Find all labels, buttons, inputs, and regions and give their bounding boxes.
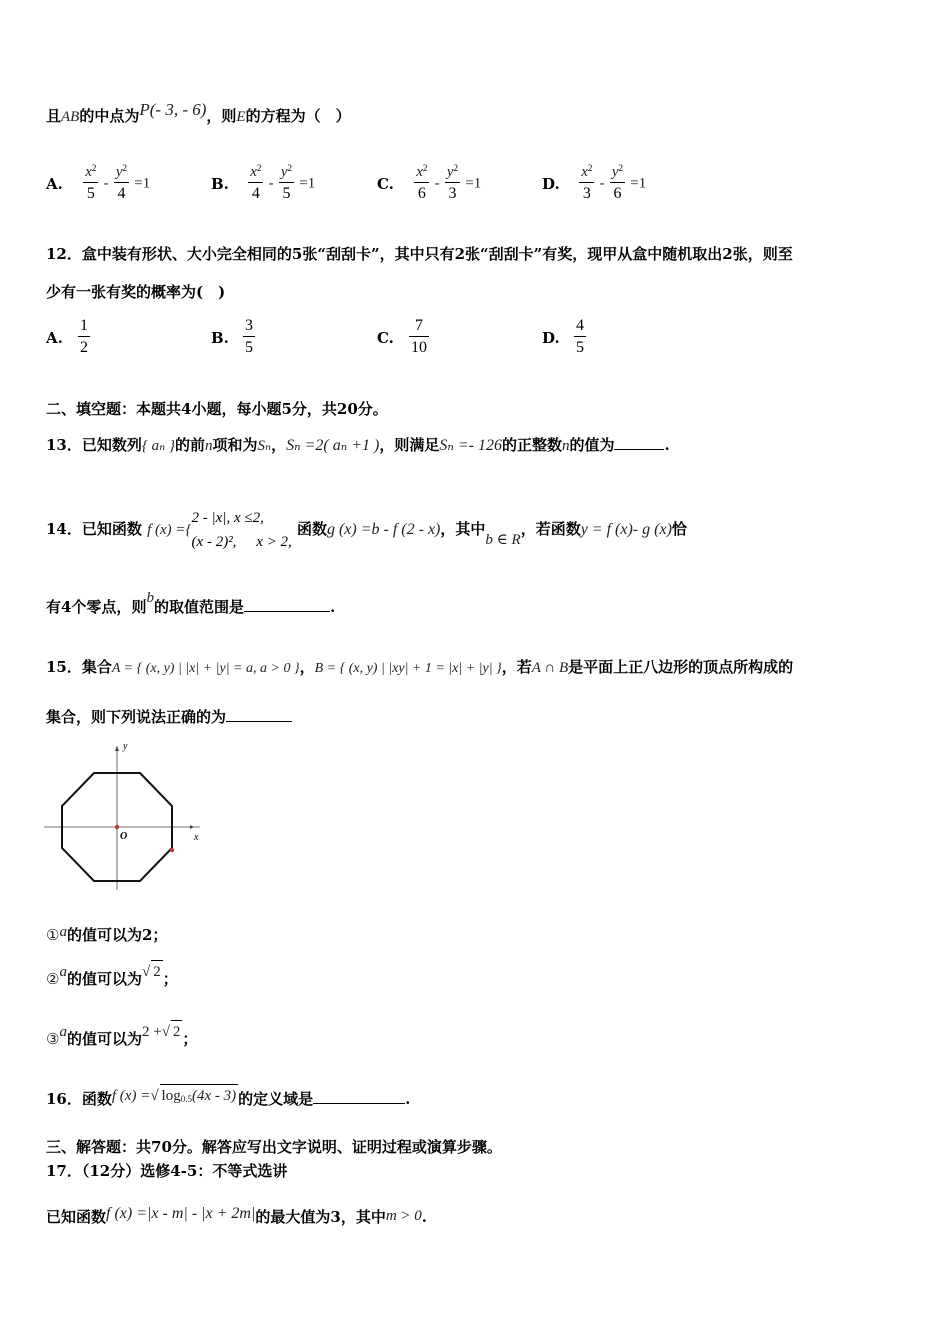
q16-stem: 16．函数f (x) =√ $\log_{0.5}(4x - 3)$ 的定义域是 .	[46, 1088, 910, 1111]
y-denominator: 5	[282, 185, 291, 202]
q13-text: 的前	[174, 436, 205, 454]
q15-statement-3[interactable]: ③a的值可以为2 +√ 2 ；	[46, 1028, 910, 1051]
option-label: D.	[542, 328, 560, 347]
sqrt-value: 2	[171, 1020, 183, 1043]
q11-text: 的方程为（ ）	[245, 107, 351, 125]
q14-stem-line2	[46, 590, 910, 619]
denominator: 10	[411, 339, 427, 356]
q15-set-a: A = { (x, y) | |x| + |y| = a, a > 0 }	[111, 661, 300, 676]
q14-text: ，其中	[440, 520, 486, 538]
statement-text: ；	[182, 1030, 198, 1048]
answer-blank[interactable]	[226, 707, 292, 722]
q12-option-d[interactable]	[542, 316, 586, 359]
q14-function-f: f (x) ={	[147, 522, 192, 538]
q13-relation: Sₙ =2( aₙ +1 )	[286, 437, 380, 454]
x-denominator: 4	[251, 185, 260, 202]
q14-stem-line1	[46, 506, 910, 554]
option-label: C.	[377, 174, 394, 193]
section-heading-fill-in: 二、填空题：本题共4小题，每小题5分，共20分。	[46, 400, 388, 418]
q15-intersection: A ∩ B	[531, 660, 569, 676]
origin-label: O	[120, 831, 128, 842]
numerator: 3	[243, 316, 255, 337]
var-y: y	[115, 164, 123, 180]
answer-blank[interactable]	[244, 597, 330, 612]
q17-condition: m > 0	[385, 1208, 422, 1224]
q15-text: 集合，则下列说法正确的为	[46, 708, 227, 726]
sqrt-value: 2	[151, 960, 163, 983]
statement-text: 的值可以为	[66, 1030, 142, 1048]
q15-stem-line2	[46, 706, 910, 728]
x-denominator: 6	[417, 185, 426, 202]
minus: -	[434, 175, 440, 192]
q11-option-d[interactable]: D. $\frac{x^2}{3}$ - $\frac{y^2}{6}$ =1	[542, 162, 646, 205]
q13-n: n	[204, 438, 213, 454]
q14-case2-condition: x > 2,	[256, 534, 292, 550]
q16-text: .	[405, 1090, 411, 1108]
q13-condition: Sₙ =- 126	[439, 437, 502, 454]
statement-text: 的值可以为	[66, 970, 142, 988]
q14-case2: (x - 2)²,	[191, 534, 241, 550]
q14-text: .	[329, 598, 336, 616]
q14-text: 恰	[671, 520, 687, 538]
q11-tail	[46, 100, 910, 128]
q15-text: ，	[299, 658, 315, 676]
statement-text: ；	[162, 970, 178, 988]
y-denominator: 6	[613, 185, 622, 202]
q16-text: 的定义域是	[238, 1090, 314, 1108]
equals-one: =1	[299, 175, 316, 192]
q13-n: n	[561, 438, 570, 454]
section-heading-solutions: 三、解答题：共70分。解答应写出文字说明、证明过程或演算步骤。	[46, 1138, 502, 1156]
q12-option-a[interactable]	[46, 316, 90, 359]
q15-text: ，若	[501, 658, 532, 676]
q15-text: 是平面上正八边形的顶点所构成的	[568, 658, 794, 676]
var-x: x	[250, 164, 257, 180]
q11-option-a[interactable]: A. $\frac{x^2}{5}$ - $\frac{y^2}{4}$ =1	[46, 162, 150, 205]
q13-stem	[46, 434, 910, 457]
var-a: a	[59, 964, 67, 980]
q13-text: 的值为	[569, 436, 615, 454]
origin-point	[115, 825, 119, 829]
q15-text: 15．集合	[46, 658, 112, 676]
q16-function: f (x) =	[111, 1088, 151, 1104]
q13-sn: Sₙ	[257, 438, 272, 454]
q14-text: 有4个零点，则	[46, 598, 147, 616]
x-denominator: 5	[86, 185, 95, 202]
q14-b: b	[146, 590, 154, 606]
x-axis-label: x	[194, 832, 199, 843]
q14-piecewise	[192, 506, 292, 554]
option-label: A.	[46, 328, 63, 347]
q12-stem-line2: 少有一张有奖的概率为( )	[46, 283, 226, 301]
q13-text: 项和为	[212, 436, 258, 454]
q16-text: 16．函数	[46, 1090, 112, 1108]
option-label: B.	[211, 328, 229, 347]
q16-log-argument: (4x - 3)	[191, 1088, 237, 1104]
numerator: 1	[78, 316, 90, 337]
numerator: 4	[574, 316, 586, 337]
statement-text: 的值可以为2；	[66, 926, 168, 944]
statement-value: 2 +	[141, 1024, 162, 1040]
q15-stem-line1	[46, 656, 910, 680]
q15-statement-1[interactable]	[46, 924, 910, 947]
y-axis-arrow	[115, 746, 119, 751]
option-label: A.	[46, 174, 63, 193]
var-y: y	[611, 164, 619, 180]
q14-text: ，若函数	[520, 520, 581, 538]
q16-log: log	[161, 1088, 181, 1104]
vertex-point	[170, 848, 174, 852]
answer-blank[interactable]	[313, 1089, 405, 1104]
numerator: 7	[409, 316, 429, 337]
denominator: 5	[245, 339, 253, 356]
q11-option-b[interactable]: B. $\frac{x^2}{4}$ - $\frac{y^2}{5}$ =1	[211, 162, 315, 205]
var-y: y	[446, 164, 454, 180]
q11-text: ，则	[206, 107, 237, 125]
q14-b-in-r: b ∈ R	[485, 532, 521, 548]
q12-option-b[interactable]	[211, 316, 255, 359]
minus: -	[103, 175, 109, 192]
q13-sequence: { aₙ }	[141, 438, 175, 454]
q17-title: 17．（12分）选修4-5：不等式选讲	[46, 1162, 288, 1180]
q13-text: 13．已知数列	[46, 436, 142, 454]
var-y: y	[280, 164, 288, 180]
y-axis-label: y	[123, 741, 128, 752]
q11-point-p: P(- 3, - 6)	[139, 100, 207, 119]
q15-set-b: B = { (x, y) | |xy| + 1 = |x| + |y| }	[314, 661, 502, 676]
option-label: C.	[377, 328, 394, 347]
q16-log-base: 0.5	[180, 1094, 192, 1104]
q11-option-c[interactable]: C. $\frac{x^2}{6}$ - $\frac{y^2}{3}$ =1	[377, 162, 481, 205]
q14-case1: 2 - |x|, x ≤2,	[191, 510, 264, 526]
denominator: 5	[576, 339, 584, 356]
q17-stem	[46, 1206, 910, 1229]
minus: -	[268, 175, 274, 192]
q11-e: E	[236, 109, 246, 125]
q14-text: 14．已知函数	[46, 520, 142, 538]
q15-statement-2[interactable]: ②a的值可以为√ 2 ；	[46, 968, 910, 991]
q11-text: 且	[46, 107, 62, 125]
q17-text: 已知函数	[46, 1208, 107, 1226]
q17-function: f (x) =|x - m| - |x + 2m|	[106, 1205, 256, 1222]
statement-mark: ①	[46, 928, 60, 944]
q11-ab: AB	[61, 109, 80, 125]
q11-text: 的中点为	[79, 107, 140, 125]
q13-text: ，则满足	[379, 436, 440, 454]
y-denominator: 3	[448, 185, 457, 202]
var-a: a	[59, 1024, 67, 1040]
q14-function-y: y = f (x)- g (x)	[580, 521, 672, 538]
q14-text: 的取值范围是	[153, 598, 244, 616]
q17-text: 的最大值为3，其中	[255, 1208, 386, 1226]
q12-stem-line1: 12．盒中装有形状、大小完全相同的5张“刮刮卡”，其中只有2张“刮刮卡”有奖，现甲从盒中随机取出2张，则至	[46, 245, 793, 263]
q13-text: ，	[271, 436, 287, 454]
statement-mark: ③	[46, 1032, 60, 1048]
q17-text: .	[421, 1208, 428, 1226]
equals-one: =1	[134, 175, 151, 192]
equals-one: =1	[630, 175, 647, 192]
q13-text: 的正整数	[501, 436, 562, 454]
q12-option-c[interactable]	[377, 316, 429, 359]
minus: -	[599, 175, 605, 192]
var-x: x	[581, 164, 588, 180]
var-a: a	[59, 924, 67, 940]
q14-text: 函数	[296, 520, 327, 538]
answer-blank[interactable]	[614, 435, 664, 450]
q13-text: .	[664, 436, 670, 454]
denominator: 2	[80, 339, 88, 356]
option-label: B.	[211, 174, 229, 193]
equals-one: =1	[465, 175, 482, 192]
x-axis-arrow	[190, 825, 194, 829]
var-x: x	[416, 164, 423, 180]
statement-mark: ②	[46, 972, 60, 988]
q14-function-g: g (x) =b - f (2 - x)	[326, 521, 441, 538]
octagon-figure	[44, 740, 204, 892]
y-denominator: 4	[117, 185, 126, 202]
option-label: D.	[542, 174, 560, 193]
x-denominator: 3	[582, 185, 591, 202]
var-x: x	[85, 164, 92, 180]
